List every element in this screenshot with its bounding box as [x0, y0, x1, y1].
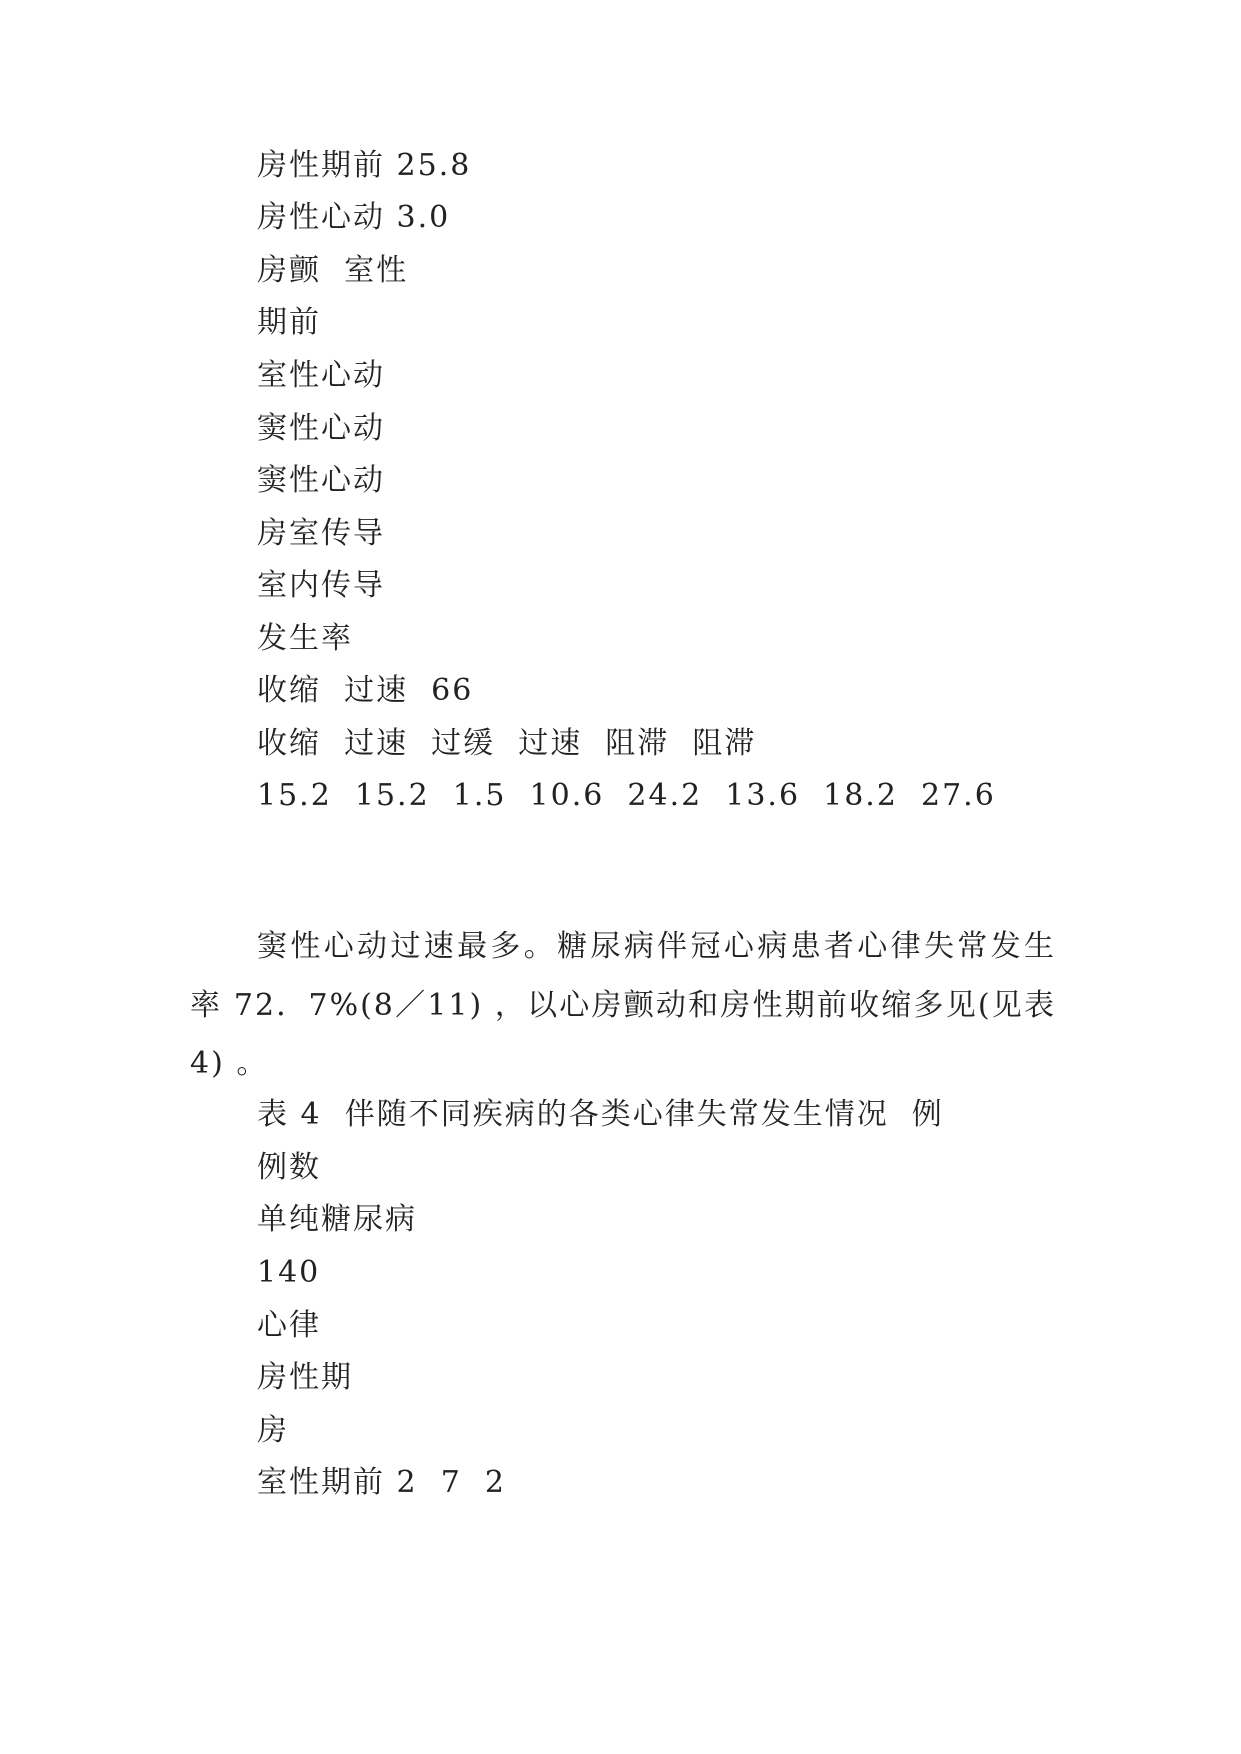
text-line: 室性心动 — [257, 358, 385, 393]
text-line: 室内传导 — [257, 568, 385, 603]
text-line: 收缩 过速 66 — [257, 673, 474, 708]
text-line: 例数 — [257, 1150, 321, 1185]
text-line: 收缩 过速 过缓 过速 阻滞 阻滞 — [257, 726, 757, 761]
text-line: 心律 — [257, 1308, 321, 1343]
text-line: 房性期前 25.8 — [257, 148, 472, 183]
table-caption: 表 4 伴随不同疾病的各类心律失常发生情况 例 — [257, 1097, 944, 1132]
text-line: 140 — [257, 1255, 321, 1290]
text-line: 窦性心动 — [257, 411, 385, 446]
text-line: 室性期前 2 7 2 — [257, 1465, 506, 1500]
text-line: 房颤 室性 — [257, 253, 409, 288]
body-paragraph: 窦性心动过速最多。糖尿病伴冠心病患者心律失常发生率 72．7%(8／11) ，以心房颤动和房性期前收缩多见(见表 4) 。 — [190, 929, 1056, 1081]
text-line: 单纯糖尿病 — [257, 1202, 417, 1237]
text-line: 房室传导 — [257, 516, 385, 551]
text-line: 窦性心动 — [257, 463, 385, 498]
text-line: 期前 — [257, 305, 321, 340]
text-line: 15.2 15.2 1.5 10.6 24.2 13.6 18.2 27.6 — [257, 778, 996, 813]
text-line: 发生率 — [257, 621, 353, 656]
text-line: 房性期 — [257, 1360, 353, 1395]
text-line: 房性心动 3.0 — [257, 200, 451, 235]
text-line: 房 — [257, 1413, 289, 1448]
